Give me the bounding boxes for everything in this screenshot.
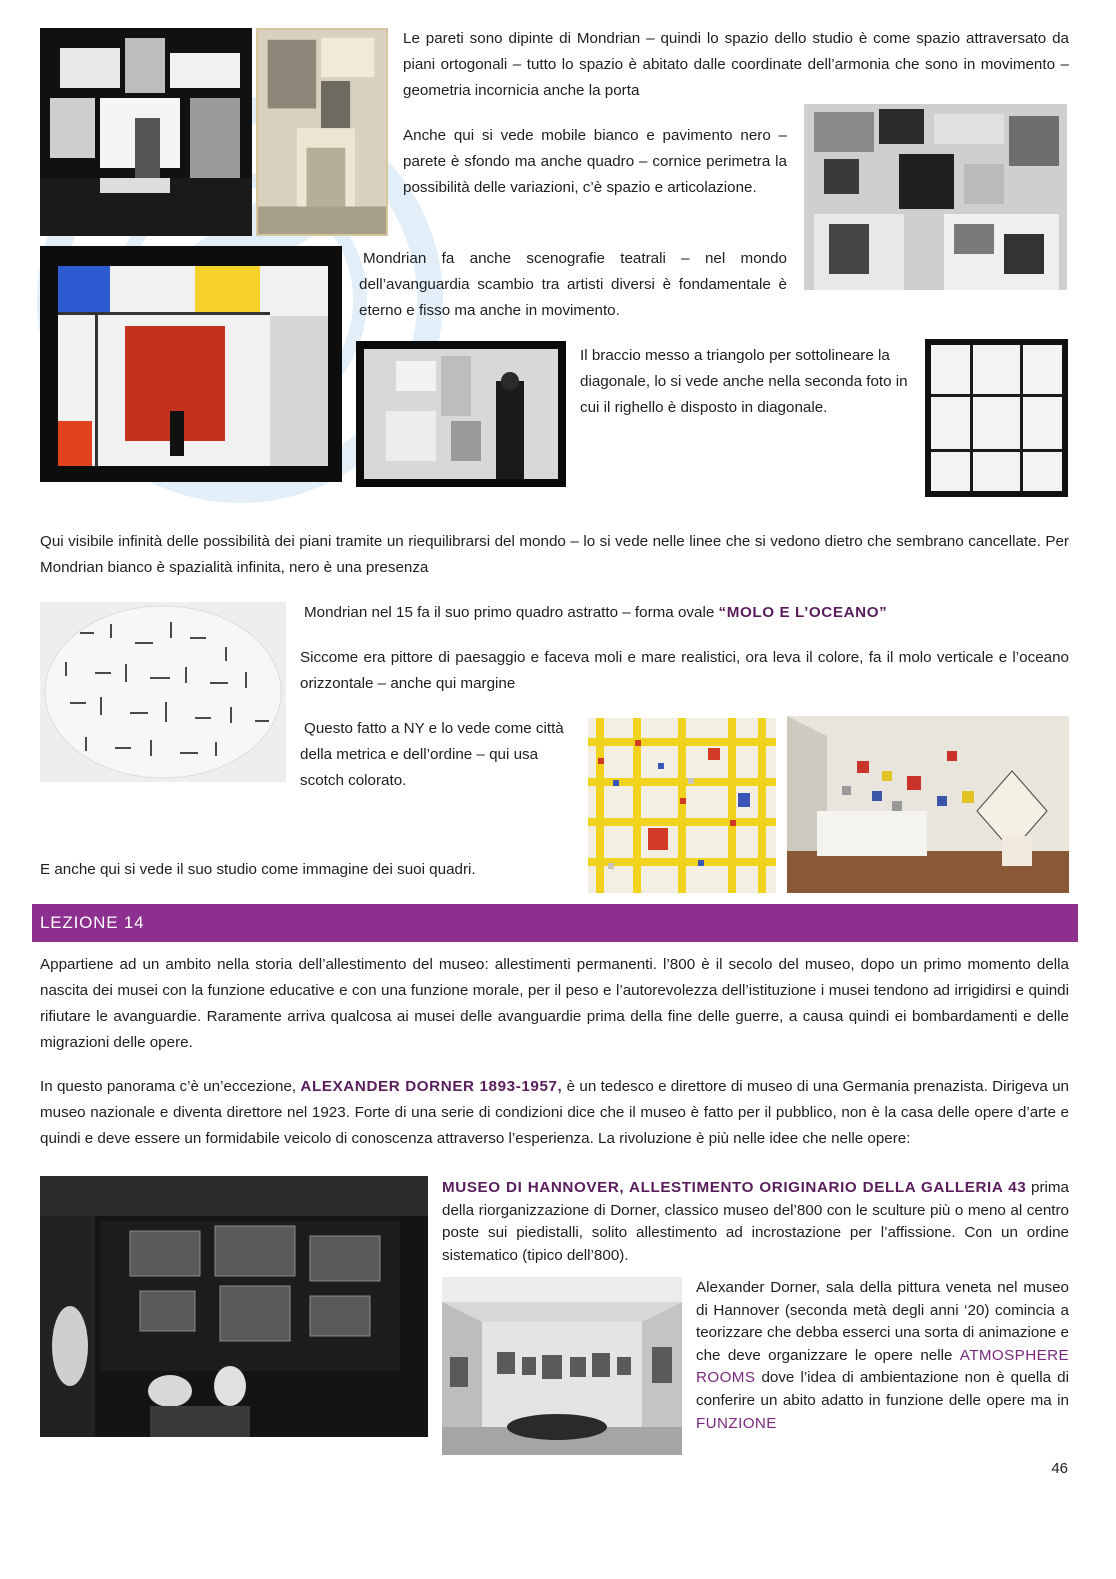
paragraph-infinity: Qui visibile infinità delle possibilità dei piani tramite un riequilibrarsi del mondo – lo si vede nelle linee che si vedono dietro che sembrano cancellate. Per Mondrian bianco è spazialità infinita, nero è una presenza	[40, 533, 1069, 576]
paragraph-landscape: Siccome era pittore di paesaggio e faceva moli e mare realistici, ora leva il colore, fa il molo verticale e l’oceano orizzontale – anche qui margine	[300, 649, 1069, 692]
term-atmosphere-rooms: ATMOSPHERE ROOMS	[696, 1346, 1069, 1387]
paragraph-studio-image: E anche qui si vede il suo studio come immagine dei suoi quadri.	[40, 861, 476, 878]
paragraph-museum-history: Appartiene ad un ambito nella storia dell’allestimento del museo: allestimenti permanenti. l’800 è il secolo del museo, dopo un primo momento della nascita dei musei con la funzione educative e con una funzione morale, per il peso e l’autorevolezza dell’istituzione i musei tendono ad irrigidirsi e quindi rifiutare le avanguardie. Raramente arriva qualcosa ai musei delle avanguardie prima della fine delle guerre, a causa quindi ei bombardamenti e delle migrazioni delle opere.	[40, 956, 1069, 1051]
paragraph-studio-walls: Le pareti sono dipinte di Mondrian – quindi lo spazio dello studio è come spazio attraversato da piani ortogonali – tutto lo spazio è abitato dalle coordinate dell’armonia che sono in movimento – geometria incornicia anche la porta	[403, 30, 1069, 99]
section-header-lezione-14: LEZIONE 14	[32, 904, 1078, 942]
paragraph-hannover-body: prima della riorganizzazione di Dorner, classico museo del’800 con le sculture più o meno al centro poste sui piedistalli, solito allestimento ad incrostazione per l’affissione. Con un ordine sistematico (tipico dell’800).	[442, 1179, 1069, 1264]
paragraph-atmosphere-text-a: Alexander Dorner, sala della pittura veneta nel museo di Hannover (seconda metà degli anni ‘20) comincia a teorizzare che debba esserci una sorta di animazione e che deve organizzare le opere nelle	[696, 1279, 1069, 1364]
photo-venetian-painting-room	[442, 1277, 682, 1455]
paragraph-atmosphere-rooms	[696, 1277, 1069, 1435]
paragraph-diagonal: Il braccio messo a triangolo per sottolineare la diagonale, lo si vede anche nella seconda foto in cui il righello è disposto in diagonale.	[580, 347, 908, 416]
photo-hannover-gallery-43	[40, 1176, 428, 1437]
title-molo-oceano: “MOLO E L’OCEANO”	[718, 604, 888, 621]
paragraph-theatre: Mondrian fa anche scenografie teatrali – nel mondo dell’avanguardia scambio tra artisti diversi è fondamentale è eterno e fisso ma anche in movimento.	[359, 250, 787, 319]
paragraph-atmosphere-text-b: dove l’idea di ambientazione non è quella di conferire un abito adatto in funzione delle opere ma in	[696, 1369, 1069, 1409]
photo-mondrian-studio-2	[256, 28, 388, 236]
photo-mondrian-studio-1	[40, 28, 252, 236]
title-museo-hannover: MUSEO DI HANNOVER, ALLESTIMENTO ORIGINARIO DELLA GALLERIA 43	[442, 1179, 1027, 1196]
paragraph-first-abstract-text: Mondrian nel 15 fa il suo primo quadro astratto – forma ovale	[304, 604, 719, 621]
page-number: 46	[1051, 1460, 1068, 1477]
term-funzione: FUNZIONE	[696, 1414, 777, 1432]
photo-new-york-studio	[787, 716, 1069, 893]
paragraph-dorner-body: è un tedesco e direttore di museo di una Germania prenazista. Dirigeva un museo nazionale e diventa direttore nel 1923. Forte di una serie di condizioni dice che il museo è fatto per il pubblico, non è la casa delle opere d’arte e quindi e deve essere un formidabile veicolo di conoscenza attraverso l’esperienza. La rivoluzione è più nelle idee che nelle opere:	[40, 1078, 1069, 1147]
paragraph-dorner-intro: In questo panorama c’è un’eccezione,	[40, 1078, 301, 1095]
paragraph-first-abstract	[304, 600, 1064, 626]
paragraph-new-york: Questo fatto a NY e lo vede come città della metrica e dell’ordine – qui usa scotch colorato.	[300, 720, 564, 789]
photo-mondrian-composition-room	[804, 104, 1067, 290]
photo-grid-painting	[925, 339, 1068, 497]
photo-broadway-boogie-woogie	[588, 718, 776, 893]
name-alexander-dorner: ALEXANDER DORNER 1893-1957,	[300, 1078, 563, 1095]
paragraph-dorner	[40, 1074, 1069, 1152]
photo-pier-and-ocean	[40, 602, 286, 782]
paragraph-hannover	[442, 1177, 1069, 1267]
photo-theatre-set-model	[40, 246, 342, 482]
photo-mondrian-portrait	[356, 341, 566, 487]
paragraph-white-furniture: Anche qui si vede mobile bianco e pavimento nero – parete è sfondo ma anche quadro – cornice perimetra la possibilità delle variazioni, c’è spazio e articolazione.	[403, 127, 787, 196]
